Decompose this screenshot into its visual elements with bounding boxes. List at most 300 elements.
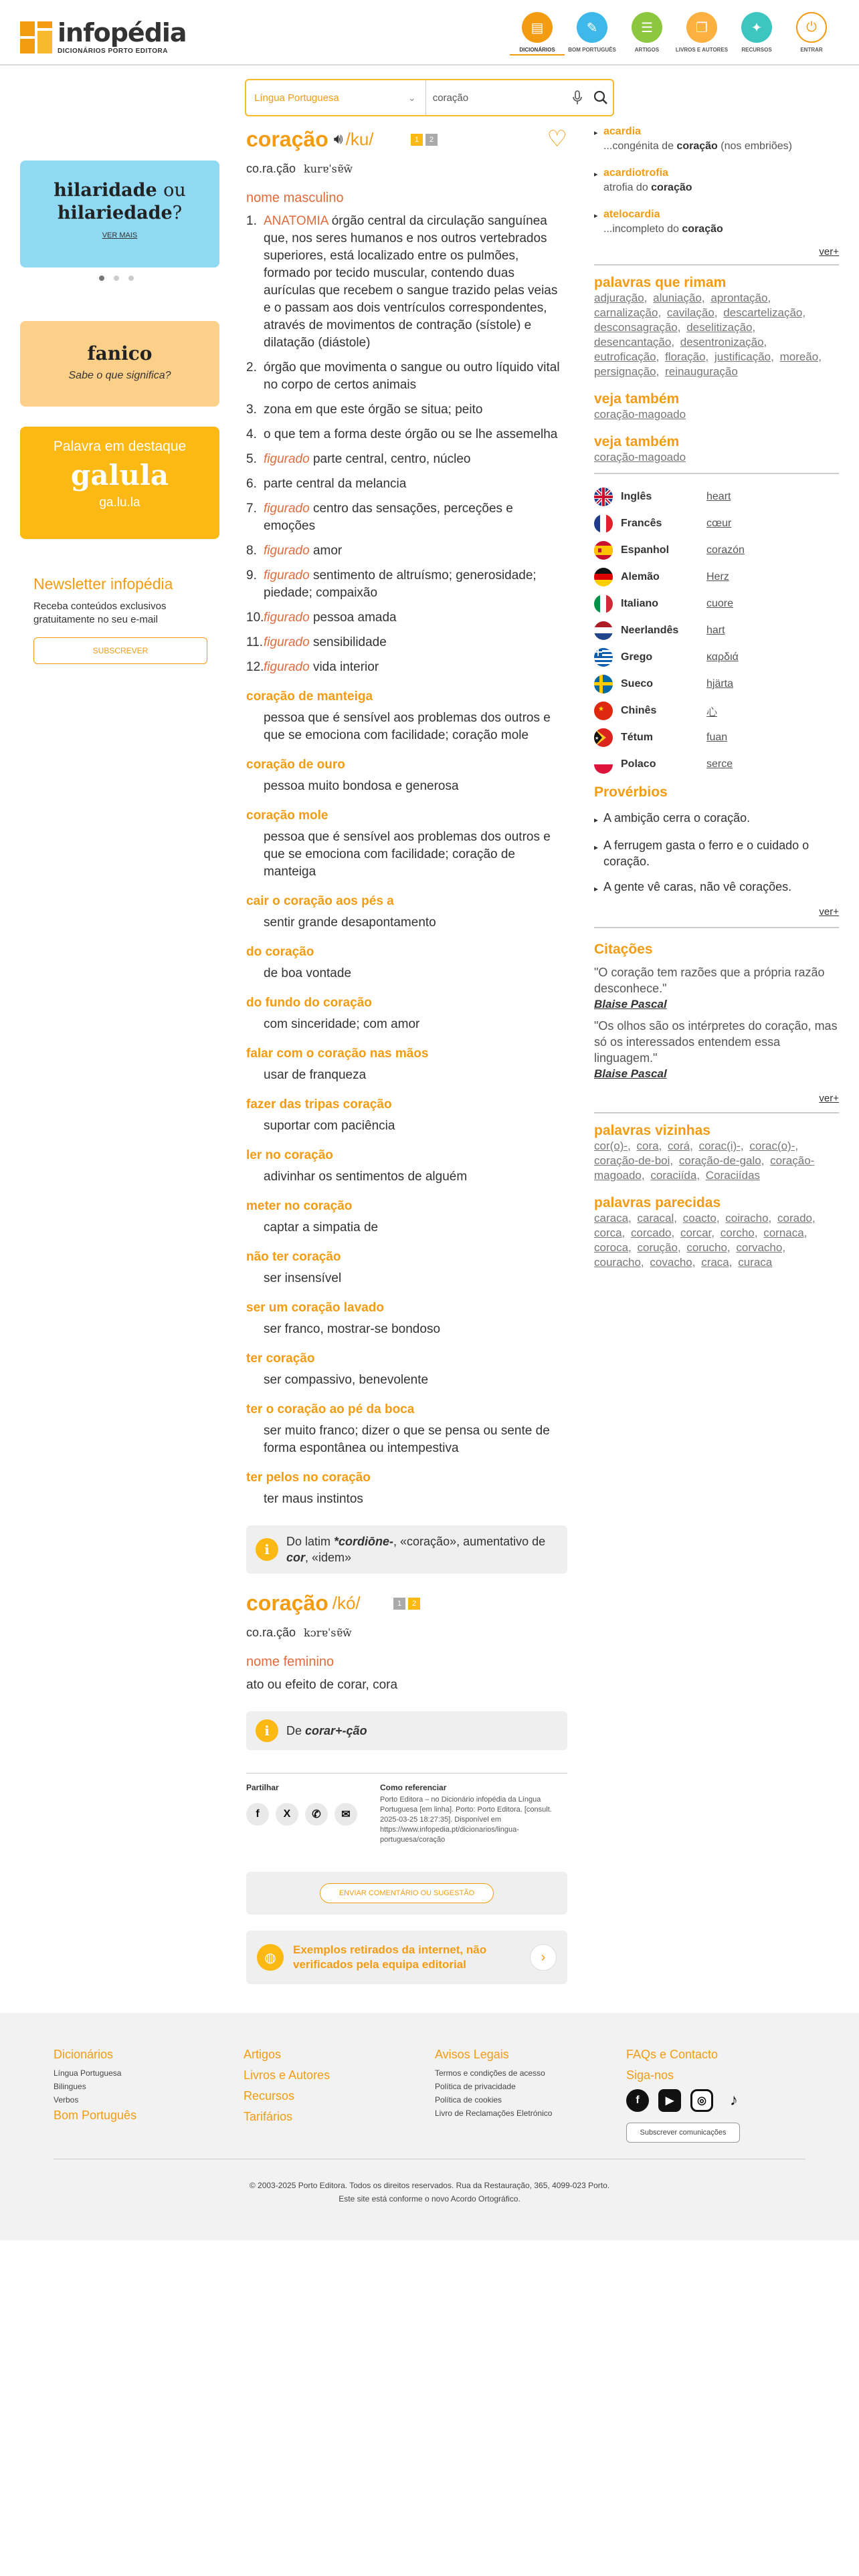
- promo-conj: ou: [163, 180, 186, 201]
- similar-word-link[interactable]: corca,: [594, 1226, 626, 1239]
- rhyme-link[interactable]: adjuração,: [594, 292, 648, 304]
- nav-item-label: BOM PORTUGUÊS: [568, 47, 616, 53]
- translation-row: [594, 510, 839, 537]
- flag-se-icon: [594, 675, 613, 693]
- expression-term[interactable]: do coração: [246, 945, 314, 959]
- sense-item: [246, 659, 567, 676]
- chat-icon: ✎: [577, 12, 607, 43]
- quote-text: "O coração tem razões que a própria razão desconhece.": [594, 966, 825, 995]
- expression-term[interactable]: cair o coração aos pés a: [246, 894, 394, 908]
- nav-item-entrar[interactable]: [784, 12, 839, 56]
- expression-term[interactable]: do fundo do coração: [246, 996, 372, 1010]
- sense-number: 8.: [246, 544, 257, 558]
- similar-word-link[interactable]: curaca: [738, 1256, 773, 1269]
- expression-definition: suportar com paciência: [264, 1119, 395, 1133]
- pronunciation: /ku/: [345, 128, 374, 149]
- translation-row: [594, 697, 839, 724]
- entry-badge[interactable]: 2: [408, 1598, 420, 1610]
- footer-link[interactable]: Bilingues: [54, 2082, 86, 2091]
- neighbor-word-link[interactable]: Coraciídas: [705, 1169, 761, 1182]
- footer-link[interactable]: Artigos: [244, 2048, 282, 2061]
- chevron-down-icon: ⌄: [407, 92, 416, 103]
- entry-badge[interactable]: 1: [411, 134, 423, 146]
- expression-term[interactable]: falar com o coração nas mãos: [246, 1047, 429, 1061]
- related-words: [594, 126, 839, 235]
- similar-word-link[interactable]: craca,: [701, 1256, 733, 1269]
- carousel-dot[interactable]: [114, 276, 119, 281]
- proverbs-heading: Provérbios: [594, 784, 668, 800]
- email-icon[interactable]: ✉: [335, 1803, 357, 1826]
- similar-word-link[interactable]: caraca,: [594, 1212, 632, 1224]
- share-block: [246, 1783, 380, 1845]
- footer-heading[interactable]: FAQs e Contacto: [626, 2048, 719, 2061]
- footer-link[interactable]: Verbos: [54, 2095, 79, 2105]
- main-entry: [246, 126, 567, 1984]
- flag-cn-icon: [594, 702, 613, 720]
- rhyme-link[interactable]: carnalização,: [594, 306, 662, 319]
- neighbor-word-link[interactable]: corac(i)-,: [698, 1140, 744, 1152]
- proverbs-section: [594, 784, 839, 897]
- translation-link[interactable]: Herz: [706, 571, 729, 582]
- chevron-right-icon[interactable]: ›: [530, 1944, 557, 1971]
- facebook-icon[interactable]: f: [246, 1803, 269, 1826]
- sense-body: [264, 401, 482, 419]
- translation-row: [594, 591, 839, 617]
- sense-text: sensibilidade: [312, 635, 387, 649]
- sense-item: [246, 542, 567, 560]
- featured-word: galula: [70, 459, 169, 492]
- youtube-icon[interactable]: ▶: [658, 2089, 681, 2112]
- context-text: ...incompleto do: [603, 223, 682, 235]
- divider: [594, 927, 839, 928]
- context-text: atrofia do: [603, 182, 652, 193]
- language-select-value: Língua Portuguesa: [254, 92, 339, 104]
- translation-language: Grego: [621, 651, 653, 663]
- info-icon: i: [256, 1538, 278, 1561]
- sense-item: [246, 213, 567, 352]
- similar-word-link[interactable]: caracal,: [637, 1212, 678, 1224]
- sense-text: centro das sensações, perceções e emoções: [264, 502, 513, 533]
- svg-text:★: ★: [595, 736, 599, 741]
- translation-language: Francês: [621, 518, 662, 529]
- footer-col-dictionaries: [54, 2048, 136, 2129]
- related-word-item[interactable]: [594, 167, 839, 194]
- etym-part: De: [286, 1724, 306, 1737]
- translation-link[interactable]: serce: [706, 758, 733, 770]
- footer-col-legal: [435, 2048, 552, 2122]
- newsletter-heading: Newsletter infopédia: [33, 575, 173, 593]
- triangle-icon: ▸: [594, 171, 598, 179]
- translation-language: Chinês: [621, 705, 657, 716]
- promo-see-more-link[interactable]: VER MAIS: [102, 231, 138, 239]
- footer-link[interactable]: Siga-nos: [626, 2068, 674, 2082]
- related-word[interactable]: acardia: [603, 126, 642, 137]
- rhyme-link[interactable]: floração,: [665, 350, 709, 363]
- featured-syllables: ga.lu.la: [99, 496, 140, 510]
- logo-title: infopédia: [58, 18, 187, 47]
- triangle-icon: ▸: [594, 212, 598, 220]
- footer-link[interactable]: Língua Portuguesa: [54, 2068, 122, 2078]
- expression-list: [246, 689, 567, 1508]
- expression-definition: adivinhar os sentimentos de alguém: [264, 1170, 468, 1184]
- similar-word-link[interactable]: corcado,: [631, 1226, 675, 1239]
- flag-uk-icon: [594, 488, 613, 506]
- translation-language: Espanhol: [621, 544, 670, 556]
- x-icon[interactable]: X: [276, 1803, 298, 1826]
- translation-link[interactable]: corazón: [706, 544, 745, 556]
- footer-link[interactable]: Recursos: [244, 2089, 295, 2103]
- see-more-link[interactable]: ver+: [819, 906, 839, 918]
- speaker-icon[interactable]: 🔊︎: [333, 130, 343, 147]
- dictionary-icon: ▤: [522, 12, 553, 43]
- rhyme-link[interactable]: cavilação,: [666, 306, 718, 319]
- quote-text: "Os olhos são os intérpretes do coração, mas só os interessados entendem essa linguagem.": [594, 1019, 838, 1065]
- sense-text: pessoa amada: [312, 611, 397, 625]
- footer-link[interactable]: Livros e Autores: [244, 2068, 330, 2082]
- share-icons: [246, 1803, 380, 1826]
- sense-body: [264, 500, 567, 535]
- similar-word-link[interactable]: corado,: [777, 1212, 816, 1224]
- etym-part: cor: [286, 1551, 306, 1564]
- neighbors-heading: palavras vizinhas: [594, 1123, 710, 1138]
- sense-body: [264, 475, 406, 493]
- sense-number: 1.: [246, 214, 257, 228]
- see-also-link[interactable]: coração-magoado: [594, 451, 686, 463]
- pronunciation-2: /kó/: [332, 1592, 361, 1613]
- fanico-promo[interactable]: [20, 321, 219, 407]
- proverb-item[interactable]: [594, 879, 839, 897]
- proverb-text: A gente vê caras, não vê corações.: [603, 880, 792, 893]
- rhymes-heading: palavras que rimam: [594, 275, 727, 290]
- neighbor-word-link[interactable]: coração-de-boi,: [594, 1154, 674, 1167]
- translation-language: Neerlandês: [621, 625, 679, 636]
- expression-definition: ser compassivo, benevolente: [264, 1373, 429, 1387]
- site-footer: [0, 2013, 859, 2240]
- translation-language: Polaco: [621, 758, 656, 770]
- rhyme-link[interactable]: aprontação,: [710, 292, 771, 304]
- carousel-dot[interactable]: [99, 276, 104, 281]
- entry-badge[interactable]: 1: [393, 1598, 405, 1610]
- related-word-context: [603, 182, 692, 194]
- expression-definition: pessoa muito bondosa e generosa: [264, 779, 459, 793]
- rhyme-link[interactable]: persignação,: [594, 365, 660, 378]
- books-icon: ❒: [686, 12, 717, 43]
- expression-term[interactable]: coração mole: [246, 809, 328, 823]
- similar-word-link[interactable]: corução,: [637, 1241, 681, 1254]
- social-icons: [626, 2089, 745, 2112]
- expression-definition: pessoa que é sensível aos problemas dos outros e que se emociona com facilidade; coração de manteiga: [264, 830, 551, 879]
- nav-item-label: ENTRAR: [800, 47, 823, 53]
- favorite-heart-icon[interactable]: ♡: [547, 126, 567, 152]
- sense-text: órgão que movimenta o sangue ou outro líquido vital no corpo de certos animais: [264, 360, 560, 392]
- grammar-category-2: nome feminino: [246, 1654, 335, 1669]
- resources-icon: ✦: [741, 12, 772, 43]
- sense-item: [246, 567, 567, 602]
- divider: [594, 264, 839, 265]
- svg-text:★: ★: [598, 706, 604, 713]
- nav-item-artigos[interactable]: [619, 12, 674, 56]
- newsletter-box: [33, 575, 207, 664]
- footer-link[interactable]: Tarifários: [244, 2110, 293, 2123]
- search-input[interactable]: [426, 80, 566, 115]
- similar-word-link[interactable]: corcar,: [680, 1226, 714, 1239]
- translation-link[interactable]: 心: [706, 706, 718, 718]
- proverb-text: A ambição cerra o coração.: [603, 811, 751, 825]
- sense-text: parte central, centro, núcleo: [312, 452, 471, 466]
- right-column: [594, 126, 839, 1270]
- bullet-icon: ▸: [594, 815, 599, 825]
- context-text: (nos embriões): [717, 140, 792, 152]
- related-word-item[interactable]: [594, 209, 839, 235]
- sense-item: [246, 451, 567, 468]
- proverb-item[interactable]: [594, 810, 839, 828]
- neighbor-word-link[interactable]: corac(o)-,: [749, 1140, 799, 1152]
- similar-word-link[interactable]: corucho,: [686, 1241, 731, 1254]
- expression-term[interactable]: coração de manteiga: [246, 689, 373, 704]
- instagram-icon[interactable]: ◎: [690, 2089, 713, 2112]
- flag-tl-icon: [594, 728, 613, 747]
- entry-badge[interactable]: 2: [425, 134, 438, 146]
- rhyme-link[interactable]: desconsagração,: [594, 321, 681, 334]
- send-comment-button[interactable]: ENVIAR COMENTÁRIO OU SUGESTÃO: [320, 1883, 494, 1903]
- site-logo[interactable]: [20, 20, 187, 55]
- etym-part: corar+-ção: [305, 1724, 367, 1737]
- related-word-context: [603, 140, 792, 152]
- similar-word-link[interactable]: corcho,: [720, 1226, 758, 1239]
- nav-item-livros-e-autores[interactable]: [674, 12, 729, 56]
- whatsapp-icon[interactable]: ✆: [305, 1803, 328, 1826]
- expression-term[interactable]: meter no coração: [246, 1199, 353, 1213]
- featured-word-promo[interactable]: [20, 427, 219, 539]
- translation-link[interactable]: fuan: [706, 732, 728, 743]
- expression-term[interactable]: fazer das tripas coração: [246, 1097, 392, 1111]
- carousel-dots[interactable]: [99, 276, 134, 281]
- nav-item-bom-português[interactable]: [565, 12, 619, 56]
- headword-2: coração: [246, 1590, 328, 1615]
- sense-number: 10.: [246, 611, 264, 625]
- footer-heading[interactable]: Avisos Legais: [435, 2048, 509, 2061]
- ipa-transcription-2: kɔrɐˈsɐ̃w̃: [304, 1626, 352, 1639]
- see-also-link[interactable]: coração-magoado: [594, 408, 686, 421]
- expression-definition: sentir grande desapontamento: [264, 916, 436, 930]
- sense-text: o que tem a forma deste órgão ou se lhe assemelha: [264, 427, 558, 441]
- sense-number: 9.: [246, 568, 257, 582]
- translation-link[interactable]: heart: [706, 491, 731, 502]
- similar-word-link[interactable]: cornaca,: [763, 1226, 807, 1239]
- nav-item-recursos[interactable]: [729, 12, 784, 56]
- grammar-category: nome masculino: [246, 191, 344, 205]
- sense-number: 3.: [246, 403, 257, 417]
- rhyme-link[interactable]: reinauguração: [665, 365, 738, 378]
- quote-author-link[interactable]: Blaise Pascal: [594, 998, 667, 1010]
- subscribe-button[interactable]: SUBSCREVER: [33, 637, 207, 664]
- footer-col-contact: [626, 2048, 745, 2143]
- context-highlight: coração: [676, 140, 718, 152]
- featured-heading: Palavra em destaque: [53, 439, 187, 454]
- sense-text: ato ou efeito de corar, cora: [246, 1678, 398, 1692]
- quote-author-link[interactable]: Blaise Pascal: [594, 1067, 667, 1080]
- etym-part: *cordiōne-: [334, 1535, 394, 1548]
- translation-language: Alemão: [621, 571, 660, 582]
- etymology-box-2: [246, 1711, 567, 1750]
- citation-heading: Como referenciar: [380, 1783, 447, 1792]
- globe-icon: ◍: [257, 1944, 284, 1971]
- quotes-section: [594, 942, 839, 1081]
- translation-language: Italiano: [621, 598, 659, 609]
- rhyme-link[interactable]: desentronização,: [680, 336, 767, 348]
- sense-number: 12.: [246, 660, 264, 674]
- promo-word1: hilaridade: [54, 180, 157, 201]
- sense-tag: figurado: [264, 611, 310, 625]
- footer-link[interactable]: Livro de Reclamações Eletrónico: [435, 2109, 553, 2118]
- sense-text: vida interior: [312, 660, 379, 674]
- expression-term[interactable]: ter pelos no coração: [246, 1471, 371, 1485]
- sense-body: [264, 451, 470, 468]
- search-bar: [245, 79, 614, 116]
- footer-link[interactable]: Termos e condições de acesso: [435, 2068, 545, 2078]
- translation-link[interactable]: cuore: [706, 598, 734, 609]
- syllabification-row-2: [246, 1626, 567, 1640]
- related-word-body: [603, 209, 723, 235]
- sense-number: 5.: [246, 452, 257, 466]
- quotes-heading: Citações: [594, 942, 653, 957]
- similar-word-link[interactable]: coiracho,: [725, 1212, 772, 1224]
- comment-box: [246, 1872, 567, 1915]
- expression-term[interactable]: não ter coração: [246, 1250, 341, 1264]
- see-more-link[interactable]: ver+: [819, 246, 839, 257]
- context-highlight: coração: [651, 182, 692, 193]
- related-word-body: [603, 167, 692, 194]
- similar-word-link[interactable]: coroca,: [594, 1241, 632, 1254]
- footer-link[interactable]: Bom Português: [54, 2109, 137, 2122]
- promo-word2: hilariedade: [57, 203, 173, 223]
- facebook-icon[interactable]: f: [626, 2089, 649, 2112]
- translation-link[interactable]: cœur: [706, 518, 732, 529]
- flag-es-icon: [594, 541, 613, 560]
- newsletter-text: Receba conteúdos exclusivos gratuitamente no seu e-mail: [33, 601, 167, 625]
- translation-row: [594, 564, 839, 591]
- word-pair-promo[interactable]: [20, 160, 219, 267]
- proverb-item[interactable]: [594, 837, 839, 869]
- footer-heading[interactable]: Dicionários: [54, 2048, 114, 2061]
- translation-row: [594, 644, 839, 671]
- context-highlight: coração: [682, 223, 723, 235]
- etym-part: , «coração», aumentativo de: [393, 1535, 546, 1548]
- carousel-dot[interactable]: [128, 276, 134, 281]
- sense-text: amor: [312, 544, 343, 558]
- nav-item-dicionários[interactable]: [510, 12, 565, 56]
- flag-nl-icon: [594, 621, 613, 640]
- logo-mark-icon: [20, 21, 52, 53]
- see-also-heading: veja também: [594, 391, 680, 407]
- related-word-item[interactable]: [594, 126, 839, 152]
- similar-word-link[interactable]: corvacho,: [736, 1241, 786, 1254]
- expression-term[interactable]: coração de ouro: [246, 758, 345, 772]
- language-select[interactable]: [246, 80, 426, 115]
- footer-link[interactable]: Política de cookies: [435, 2095, 502, 2105]
- sense-number: 4.: [246, 427, 257, 441]
- sense-text: órgão central da circulação sanguínea que, nos seres humanos e nos outros vertebrados superiores, está localizado entre os pulmões, formado por tecido muscular, contendo duas aurículas que recebem o sangue trazido pelas veias e o passam aos dois ventrículos correspondentes, através de movimentos de contração (sístole) e dilatação (diástole): [264, 214, 558, 350]
- sense-item: [246, 401, 567, 419]
- sense-tag: figurado: [264, 635, 310, 649]
- translation-link[interactable]: καρδιά: [706, 651, 739, 663]
- translation-row: [594, 617, 839, 644]
- fanico-word: fanico: [87, 342, 153, 364]
- neighbor-word-link[interactable]: corá,: [668, 1140, 693, 1152]
- site-header: [0, 0, 859, 66]
- neighbor-word-link[interactable]: coração-magoado,: [594, 1154, 815, 1182]
- sense-body: [264, 359, 567, 394]
- microphone-icon[interactable]: [566, 86, 589, 110]
- similar-word-link[interactable]: coacto,: [682, 1212, 720, 1224]
- expression-term[interactable]: ter coração: [246, 1352, 315, 1366]
- translation-link[interactable]: hjärta: [706, 678, 734, 689]
- rhyme-link[interactable]: deselitização,: [686, 321, 756, 334]
- footer-link[interactable]: Política de privacidade: [435, 2082, 516, 2091]
- tiktok-icon[interactable]: ♪: [730, 2091, 738, 2109]
- sense-number: 7.: [246, 502, 257, 516]
- expression-term[interactable]: ter o coração ao pé da boca: [246, 1402, 415, 1416]
- similar-word-link[interactable]: covacho,: [650, 1256, 696, 1269]
- neighbor-word-link[interactable]: cor(o)-,: [594, 1140, 631, 1152]
- translation-row: [594, 537, 839, 564]
- nav-item-label: RECURSOS: [741, 47, 772, 53]
- expression-definition: ser franco, mostrar-se bondoso: [264, 1322, 441, 1336]
- translation-link[interactable]: hart: [706, 625, 725, 636]
- proverb-text: A ferrugem gasta o ferro e o cuidado o coração.: [603, 839, 809, 868]
- footer-col-content: [244, 2048, 330, 2131]
- promo-q: ?: [172, 203, 183, 223]
- headword: coração: [246, 126, 328, 151]
- translation-language: Inglês: [621, 491, 652, 502]
- similar-heading: palavras parecidas: [594, 1195, 721, 1210]
- divider: [594, 473, 839, 474]
- expression-term[interactable]: ler no coração: [246, 1148, 333, 1162]
- share-section: [246, 1773, 567, 1845]
- rhyme-link[interactable]: desencantação,: [594, 336, 675, 348]
- related-word[interactable]: atelocardia: [603, 209, 660, 220]
- citation-text: Porto Editora – no Dicionário infopédia da Língua Portuguesa [em linha]. Porto: Porto Editora. [consult. 2025-03-25 18:27:35]. Disponível em https://www.infopedia.pt/dicionarios/lingua-portuguesa/coração: [380, 1796, 552, 1844]
- rhyme-link[interactable]: eutroficação,: [594, 350, 660, 363]
- flag-pl-icon: [594, 755, 613, 774]
- neighbor-word-link[interactable]: coraciída,: [650, 1169, 700, 1182]
- see-more-link[interactable]: ver+: [819, 1093, 839, 1104]
- sense-body: [264, 659, 379, 676]
- neighbor-word-link[interactable]: cora,: [636, 1140, 662, 1152]
- related-word[interactable]: acardiotrofia: [603, 167, 668, 179]
- ipa-transcription: kurɐˈsɐ̃w̃: [304, 163, 353, 175]
- neighbor-word-link[interactable]: coração-de-galo,: [678, 1154, 765, 1167]
- expression-term[interactable]: ser um coração lavado: [246, 1301, 384, 1315]
- search-icon[interactable]: [589, 86, 613, 110]
- sense-item: [246, 359, 567, 394]
- rhyme-link[interactable]: justificação,: [714, 350, 774, 363]
- examples-box[interactable]: [246, 1931, 567, 1984]
- similar-word-link[interactable]: couracho,: [594, 1256, 644, 1269]
- info-icon: i: [256, 1719, 278, 1742]
- rhyme-link[interactable]: descartelização,: [723, 306, 806, 319]
- subscribe-communications-button[interactable]: Subscrever comunicações: [626, 2123, 740, 2143]
- translation-row: [594, 751, 839, 778]
- sense-body: [264, 634, 387, 651]
- headword-row: [246, 126, 567, 152]
- rhyme-link[interactable]: moreão,: [779, 350, 822, 363]
- rhyme-link[interactable]: aluniação,: [653, 292, 705, 304]
- sense-text: zona em que este órgão se situa; peito: [264, 403, 483, 417]
- sense-number: 6.: [246, 477, 257, 491]
- sense-body: [264, 609, 397, 627]
- sense-tag: ANATOMIA: [264, 214, 328, 228]
